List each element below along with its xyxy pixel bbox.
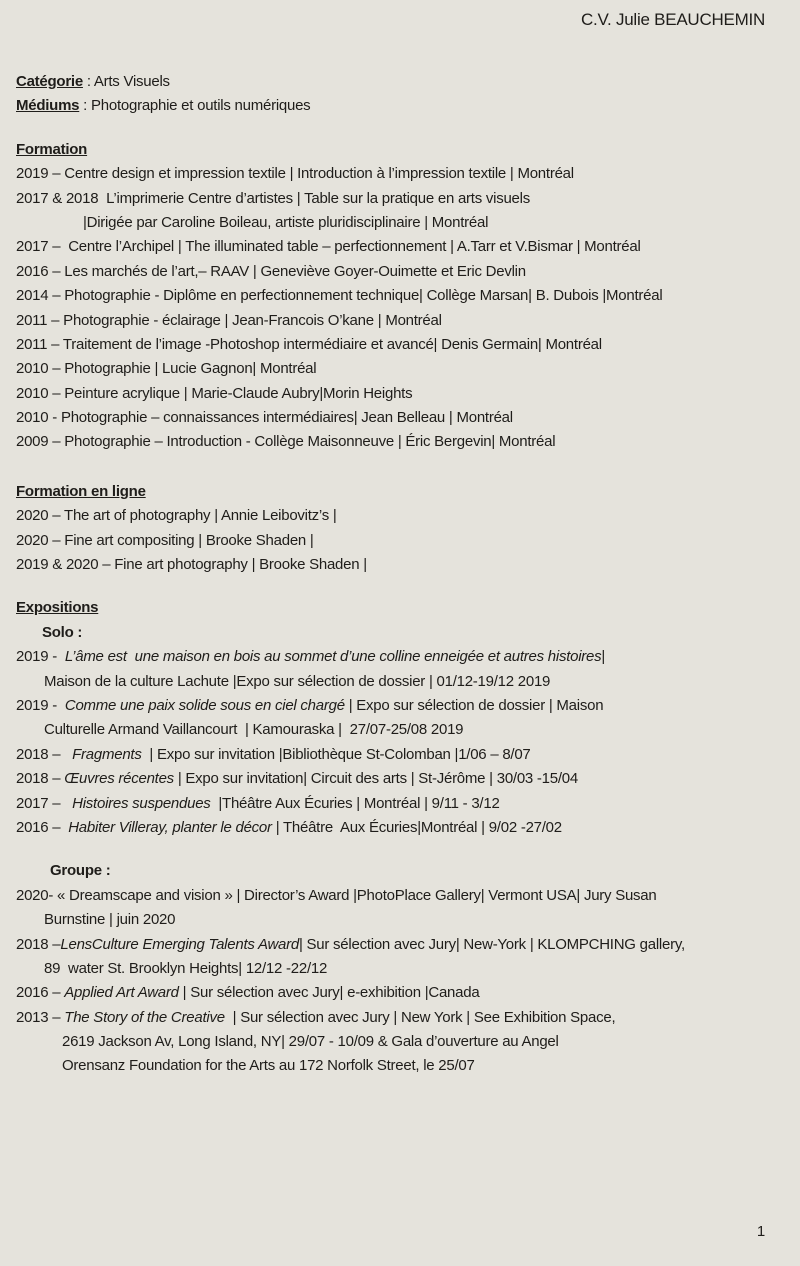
- categorie-line: [16, 70, 765, 94]
- formation-line-continuation: |Dirigée par Caroline Boileau, artiste pluridisciplinaire | Montréal: [83, 213, 489, 231]
- expo-groupe-line-continuation: 2619 Jackson Av, Long Island, NY| 29/07 - 10/09 & Gala d’ouverture au Angel: [62, 1033, 559, 1051]
- expo-title: Habiter Villeray, planter le décor: [68, 818, 272, 836]
- line-prefix: 2017 –: [16, 794, 73, 812]
- line-prefix: 2019 -: [16, 648, 65, 666]
- line-prefix: 2019 -: [16, 696, 65, 714]
- expo-solo-line: [16, 816, 765, 840]
- section-heading-expositions: Expositions: [16, 599, 99, 617]
- line-suffix: | Sur sélection avec Jury| New-York | KLOMPCHING gallery,: [298, 935, 685, 953]
- spacer: [16, 840, 765, 859]
- expo-groupe-line-continuation: Burnstine | juin 2020: [44, 911, 176, 929]
- line-suffix: |: [601, 648, 606, 666]
- formation-line: 2010 - Photographie – connaissances intermédiaires| Jean Belleau | Montréal: [16, 409, 513, 427]
- expo-title: Histoires suspendues: [72, 794, 211, 812]
- expo-title: Comme une paix solide sous en ciel chargé: [64, 696, 345, 714]
- spacer: [16, 119, 765, 138]
- expo-solo-line: [16, 767, 765, 791]
- section-heading-formation: Formation: [16, 140, 88, 158]
- expo-solo-line: [16, 792, 765, 816]
- line-prefix: 2018 –: [16, 770, 65, 788]
- formation-line: 2017 & 2018 L’imprimerie Centre d’artistes | Table sur la pratique en arts visuels: [16, 189, 530, 207]
- line-suffix: |Théâtre Aux Écuries | Montréal | 9/11 - 3/12: [210, 794, 500, 812]
- spacer: [16, 1079, 765, 1220]
- subsection-label-solo: Solo :: [42, 623, 83, 641]
- formation-en-ligne-line: 2020 – Fine art compositing | Brooke Shaden |: [16, 531, 314, 549]
- categorie-value: Arts Visuels: [93, 73, 170, 90]
- page-number: 1: [756, 1222, 765, 1240]
- line-prefix: 2018 –: [16, 935, 61, 953]
- spacer: [16, 32, 765, 70]
- formation-line: 2019 – Centre design et impression textile | Introduction à l’impression textile | Montréal: [16, 165, 574, 183]
- formation-line: 2011 – Photographie - éclairage | Jean-Francois O’kane | Montréal: [16, 311, 442, 329]
- formation-line: 2011 – Traitement de l’image -Photoshop intermédiaire et avancé| Denis Germain| Montréal: [16, 335, 602, 353]
- expo-title: Applied Art Award: [64, 984, 179, 1002]
- expo-title: LensCulture Emerging Talents Award: [60, 935, 299, 953]
- formation-line: 2017 – Centre l’Archipel | The illuminated table – perfectionnement | A.Tarr et V.Bismar | Montréal: [16, 238, 641, 256]
- expo-title: The Story of the Creative: [64, 1008, 225, 1026]
- spacer: [16, 577, 765, 596]
- line-prefix: 2016 –: [16, 818, 69, 836]
- line-prefix: 2013 –: [16, 1008, 65, 1026]
- line-prefix: 2018 –: [16, 745, 73, 763]
- formation-line: 2014 – Photographie - Diplôme en perfectionnement technique| Collège Marsan| B. Dubois |Montréal: [16, 287, 663, 305]
- formation-en-ligne-line: 2019 & 2020 – Fine art photography | Brooke Shaden |: [16, 556, 367, 574]
- mediums-line: [16, 94, 765, 118]
- section-heading-formation-en-ligne: Formation en ligne: [16, 482, 146, 500]
- line-suffix: | Sur sélection avec Jury | New York | See Exhibition Space,: [224, 1008, 616, 1026]
- mediums-sep: :: [79, 97, 92, 115]
- expo-solo-line: [16, 694, 765, 718]
- categorie-sep: :: [82, 73, 94, 90]
- line-suffix: | Expo sur invitation |Bibliothèque St-Colomban |1/06 – 8/07: [141, 745, 531, 763]
- expo-solo-line-continuation: Maison de la culture Lachute |Expo sur sélection de dossier | 01/12-19/12 2019: [44, 672, 551, 690]
- expo-groupe-line: [16, 933, 765, 957]
- formation-line: 2009 – Photographie – Introduction - Collège Maisonneuve | Éric Bergevin| Montréal: [16, 433, 556, 451]
- expo-groupe-line-continuation: Orensanz Foundation for the Arts au 172 Norfolk Street, le 25/07: [62, 1057, 475, 1075]
- expo-solo-line: [16, 645, 765, 669]
- formation-en-ligne-line: 2020 – The art of photography | Annie Leibovitz’s |: [16, 507, 337, 525]
- subsection-label-groupe: Groupe :: [50, 862, 111, 880]
- formation-line: 2010 – Photographie | Lucie Gagnon| Montréal: [16, 360, 317, 378]
- line-suffix: | Sur sélection avec Jury| e-exhibition |Canada: [178, 984, 480, 1002]
- categorie-label: Catégorie: [16, 73, 83, 90]
- line-suffix: | Expo sur invitation| Circuit des arts | St-Jérôme | 30/03 -15/04: [173, 770, 578, 788]
- line-suffix: | Expo sur sélection de dossier | Maison: [344, 696, 604, 714]
- expo-title: L’âme est une maison en bois au sommet d’une colline enneigée et autres histoires: [64, 648, 602, 666]
- expo-groupe-line: [16, 1006, 765, 1030]
- expo-title: Fragments: [72, 745, 142, 763]
- line-suffix: | Théâtre Aux Écuries|Montréal | 9/02 -27/02: [271, 818, 562, 836]
- expo-groupe-line: [16, 981, 765, 1005]
- spacer: [16, 455, 765, 480]
- expo-title: Œuvres récentes: [64, 770, 174, 788]
- expo-groupe-line-continuation: 89 water St. Brooklyn Heights| 12/12 -22/12: [44, 959, 328, 977]
- document-title: C.V. Julie BEAUCHEMIN: [580, 10, 765, 29]
- mediums-label: Médiums: [16, 97, 80, 115]
- expo-groupe-line: 2020- « Dreamscape and vision » | Director’s Award |PhotoPlace Gallery| Vermont USA| Jury Susan: [16, 886, 657, 904]
- expo-solo-line-continuation: Culturelle Armand Vaillancourt | Kamouraska | 27/07-25/08 2019: [44, 721, 464, 739]
- expo-solo-line: [16, 743, 765, 767]
- formation-line: 2010 – Peinture acrylique | Marie-Claude Aubry|Morin Heights: [16, 384, 413, 402]
- mediums-value: Photographie et outils numériques: [91, 97, 311, 115]
- line-prefix: 2016 –: [16, 984, 65, 1002]
- formation-line: 2016 – Les marchés de l’art,– RAAV | Geneviève Goyer-Ouimette et Eric Devlin: [16, 262, 526, 280]
